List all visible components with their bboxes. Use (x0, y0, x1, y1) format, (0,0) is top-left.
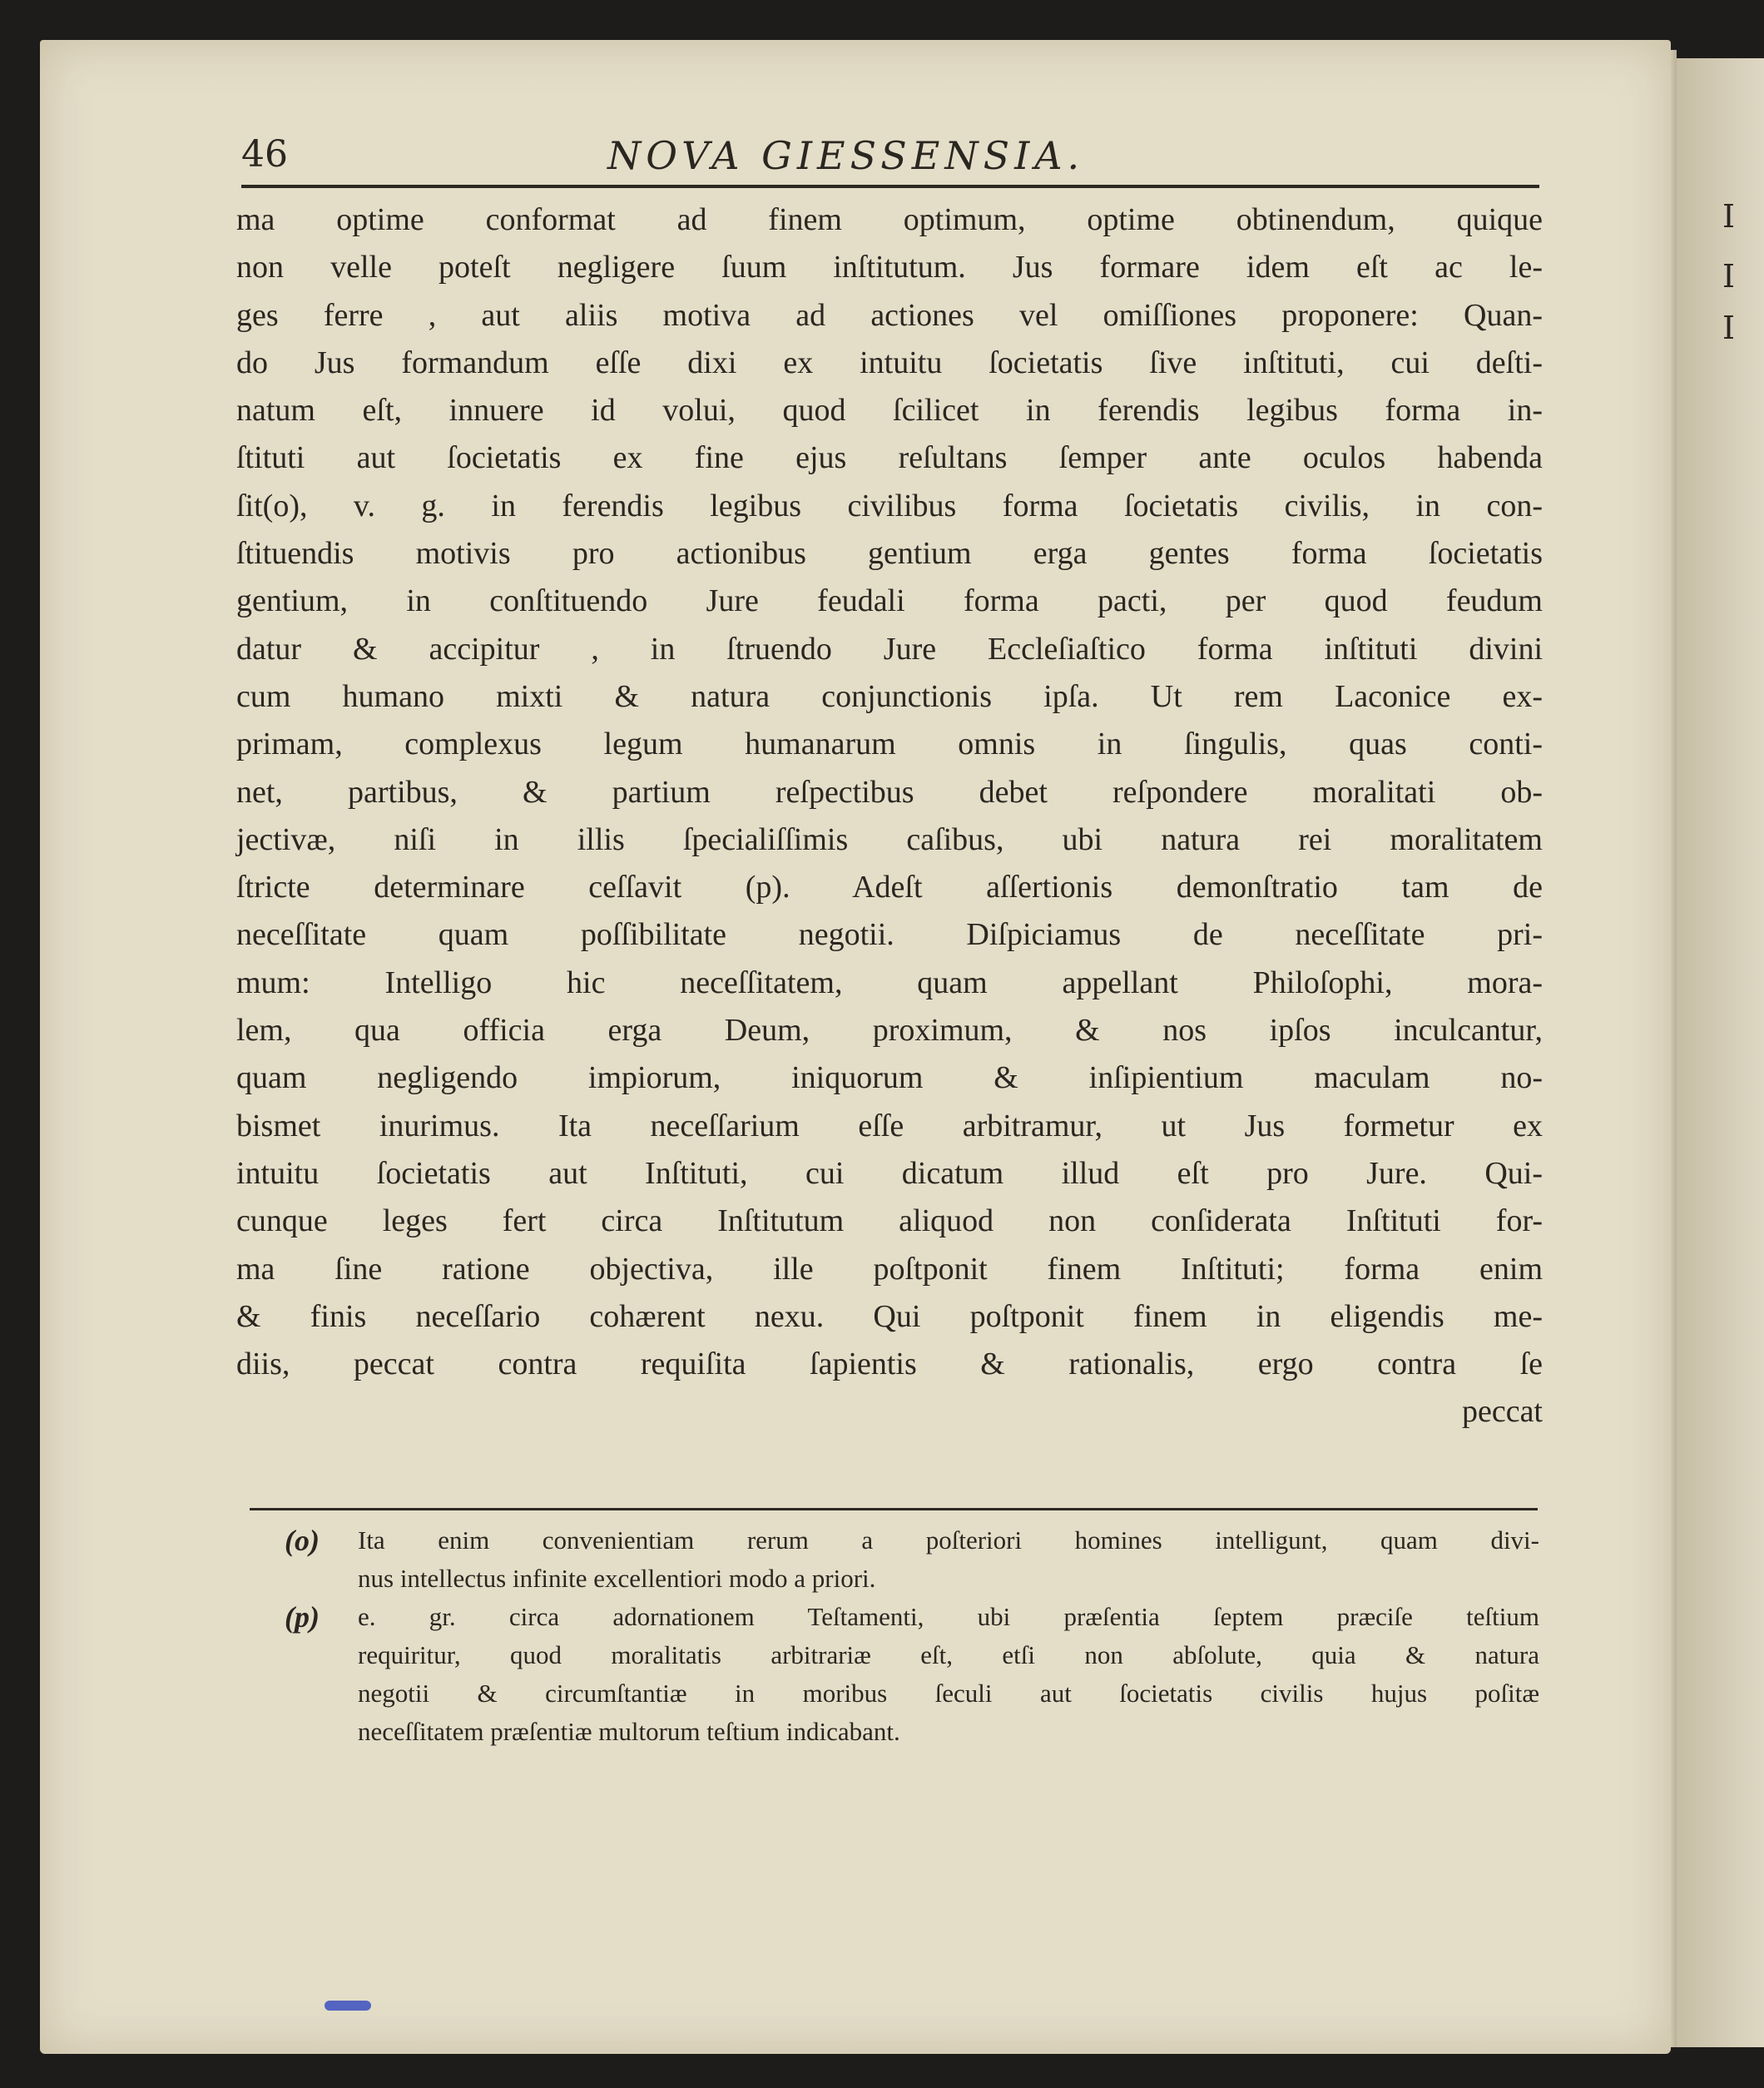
footnote (241, 1521, 1539, 1598)
footnote-line: negotii & circumſtantiæ in moribus ſeculi aut ſocietatis civilis hujus poſitæ (358, 1679, 1539, 1708)
footnote-line: Ita enim convenientiam rerum a poſteriori homines intelligunt, quam divi- (358, 1525, 1539, 1555)
text-line: neceſſitate quam poſſibilitate negotii. Diſpiciamus de neceſſitate pri- (236, 917, 1543, 953)
footnote-line: nus intellectus infinite excellentiori modo a priori. (358, 1564, 876, 1593)
text-line: ſtituti aut ſocietatis ex fine ejus reſultans ſemper ante oculos habenda (236, 440, 1543, 476)
header-rule (241, 185, 1539, 188)
facing-page-edge (1677, 58, 1764, 2047)
text-line: primam, complexus legum humanarum omnis in ſingulis, quas conti- (236, 727, 1543, 762)
text-line: cum humano mixti & natura conjunctionis ipſa. Ut rem Laconice ex- (236, 678, 1543, 714)
footnote-line: e. gr. circa adornationem Teſtamenti, ubi præſentia ſeptem præciſe teſtium (358, 1602, 1539, 1631)
text-line: intuitu ſocietatis aut Inſtituti, cui dicatum illud eſt pro Jure. Qui- (236, 1155, 1543, 1191)
footnote-line: requiritur, quod moralitatis arbitrariæ eſt, etſi non abſolute, quia & natura (358, 1640, 1539, 1669)
text-line: net, partibus, & partium reſpectibus debet reſpondere moralitati ob- (236, 774, 1543, 810)
running-title: NOVA GIESSENSIA. (607, 133, 1085, 178)
text-line: & finis neceſſario cohærent nexu. Qui poſtponit finem in eligendis me- (236, 1298, 1543, 1334)
text-line: ma ſine ratione objectiva, ille poſtponit finem Inſtituti; forma enim (236, 1251, 1543, 1287)
body-text (236, 196, 1543, 1436)
page-header (241, 133, 1539, 180)
footnote-mark: (o) (285, 1524, 320, 1557)
facing-page-letter: I (1722, 198, 1736, 235)
text-line: gentium, in conſtituendo Jure feudali forma pacti, per quod feudum (236, 583, 1543, 619)
text-line: datur & accipitur , in ſtruendo Jure Eccleſiaſtico forma inſtituti divini (236, 631, 1543, 667)
footnote-mark: (p) (285, 1600, 320, 1634)
facing-page-letter: I (1722, 310, 1736, 346)
ink-mark (325, 2001, 371, 2011)
page-number: 46 (241, 133, 288, 176)
text-line: diis, peccat contra requiſita ſapientis & rationalis, ergo contra ſe (236, 1347, 1543, 1382)
catchword: peccat (1461, 1394, 1543, 1430)
text-line: non velle poteſt negligere ſuum inſtitutum. Jus formare idem eſt ac le- (236, 250, 1543, 285)
text-line: natum eſt, innuere id volui, quod ſcilicet in ferendis legibus forma in- (236, 393, 1543, 429)
text-line: lem, qua officia erga Deum, proximum, & nos ipſos inculcantur, (236, 1013, 1543, 1049)
text-line: do Jus formandum eſſe dixi ex intuitu ſocietatis ſive inſtituti, cui deſti- (236, 345, 1543, 380)
text-line: ſtituendis motivis pro actionibus gentium erga gentes forma ſocietatis (236, 536, 1543, 572)
text-line: jectivæ, niſi in illis ſpecialiſſimis caſibus, ubi natura rei moralitatem (236, 821, 1543, 857)
text-line: ſtricte determinare ceſſavit (p). Adeſt aſſertionis demonſtratio tam de (236, 870, 1543, 905)
footnote (241, 1598, 1539, 1751)
text-line: quam negligendo impiorum, iniquorum & inſipientium maculam no- (236, 1060, 1543, 1096)
text-line: ges ferre , aut aliis motiva ad actiones vel omiſſiones proponere: Quan- (236, 297, 1543, 333)
footnotes (241, 1521, 1539, 1751)
text-line: ma optime conformat ad finem optimum, optime obtinendum, quique (236, 202, 1543, 237)
text-line: cunque leges fert circa Inſtitutum aliquod non conſiderata Inſtituti for- (236, 1203, 1543, 1239)
facing-page-letter: I (1722, 258, 1736, 295)
text-line: bismet inurimus. Ita neceſſarium eſſe arbitramur, ut Jus formetur ex (236, 1108, 1543, 1143)
text-line: ſit(o), v. g. in ferendis legibus civilibus forma ſocietatis civilis, in con- (236, 488, 1543, 523)
footnote-rule (250, 1508, 1538, 1510)
text-line: mum: Intelligo hic neceſſitatem, quam appellant Philoſophi, mora- (236, 965, 1543, 1000)
footnote-line: neceſſitatem præſentiæ multorum teſtium indicabant. (358, 1717, 900, 1746)
